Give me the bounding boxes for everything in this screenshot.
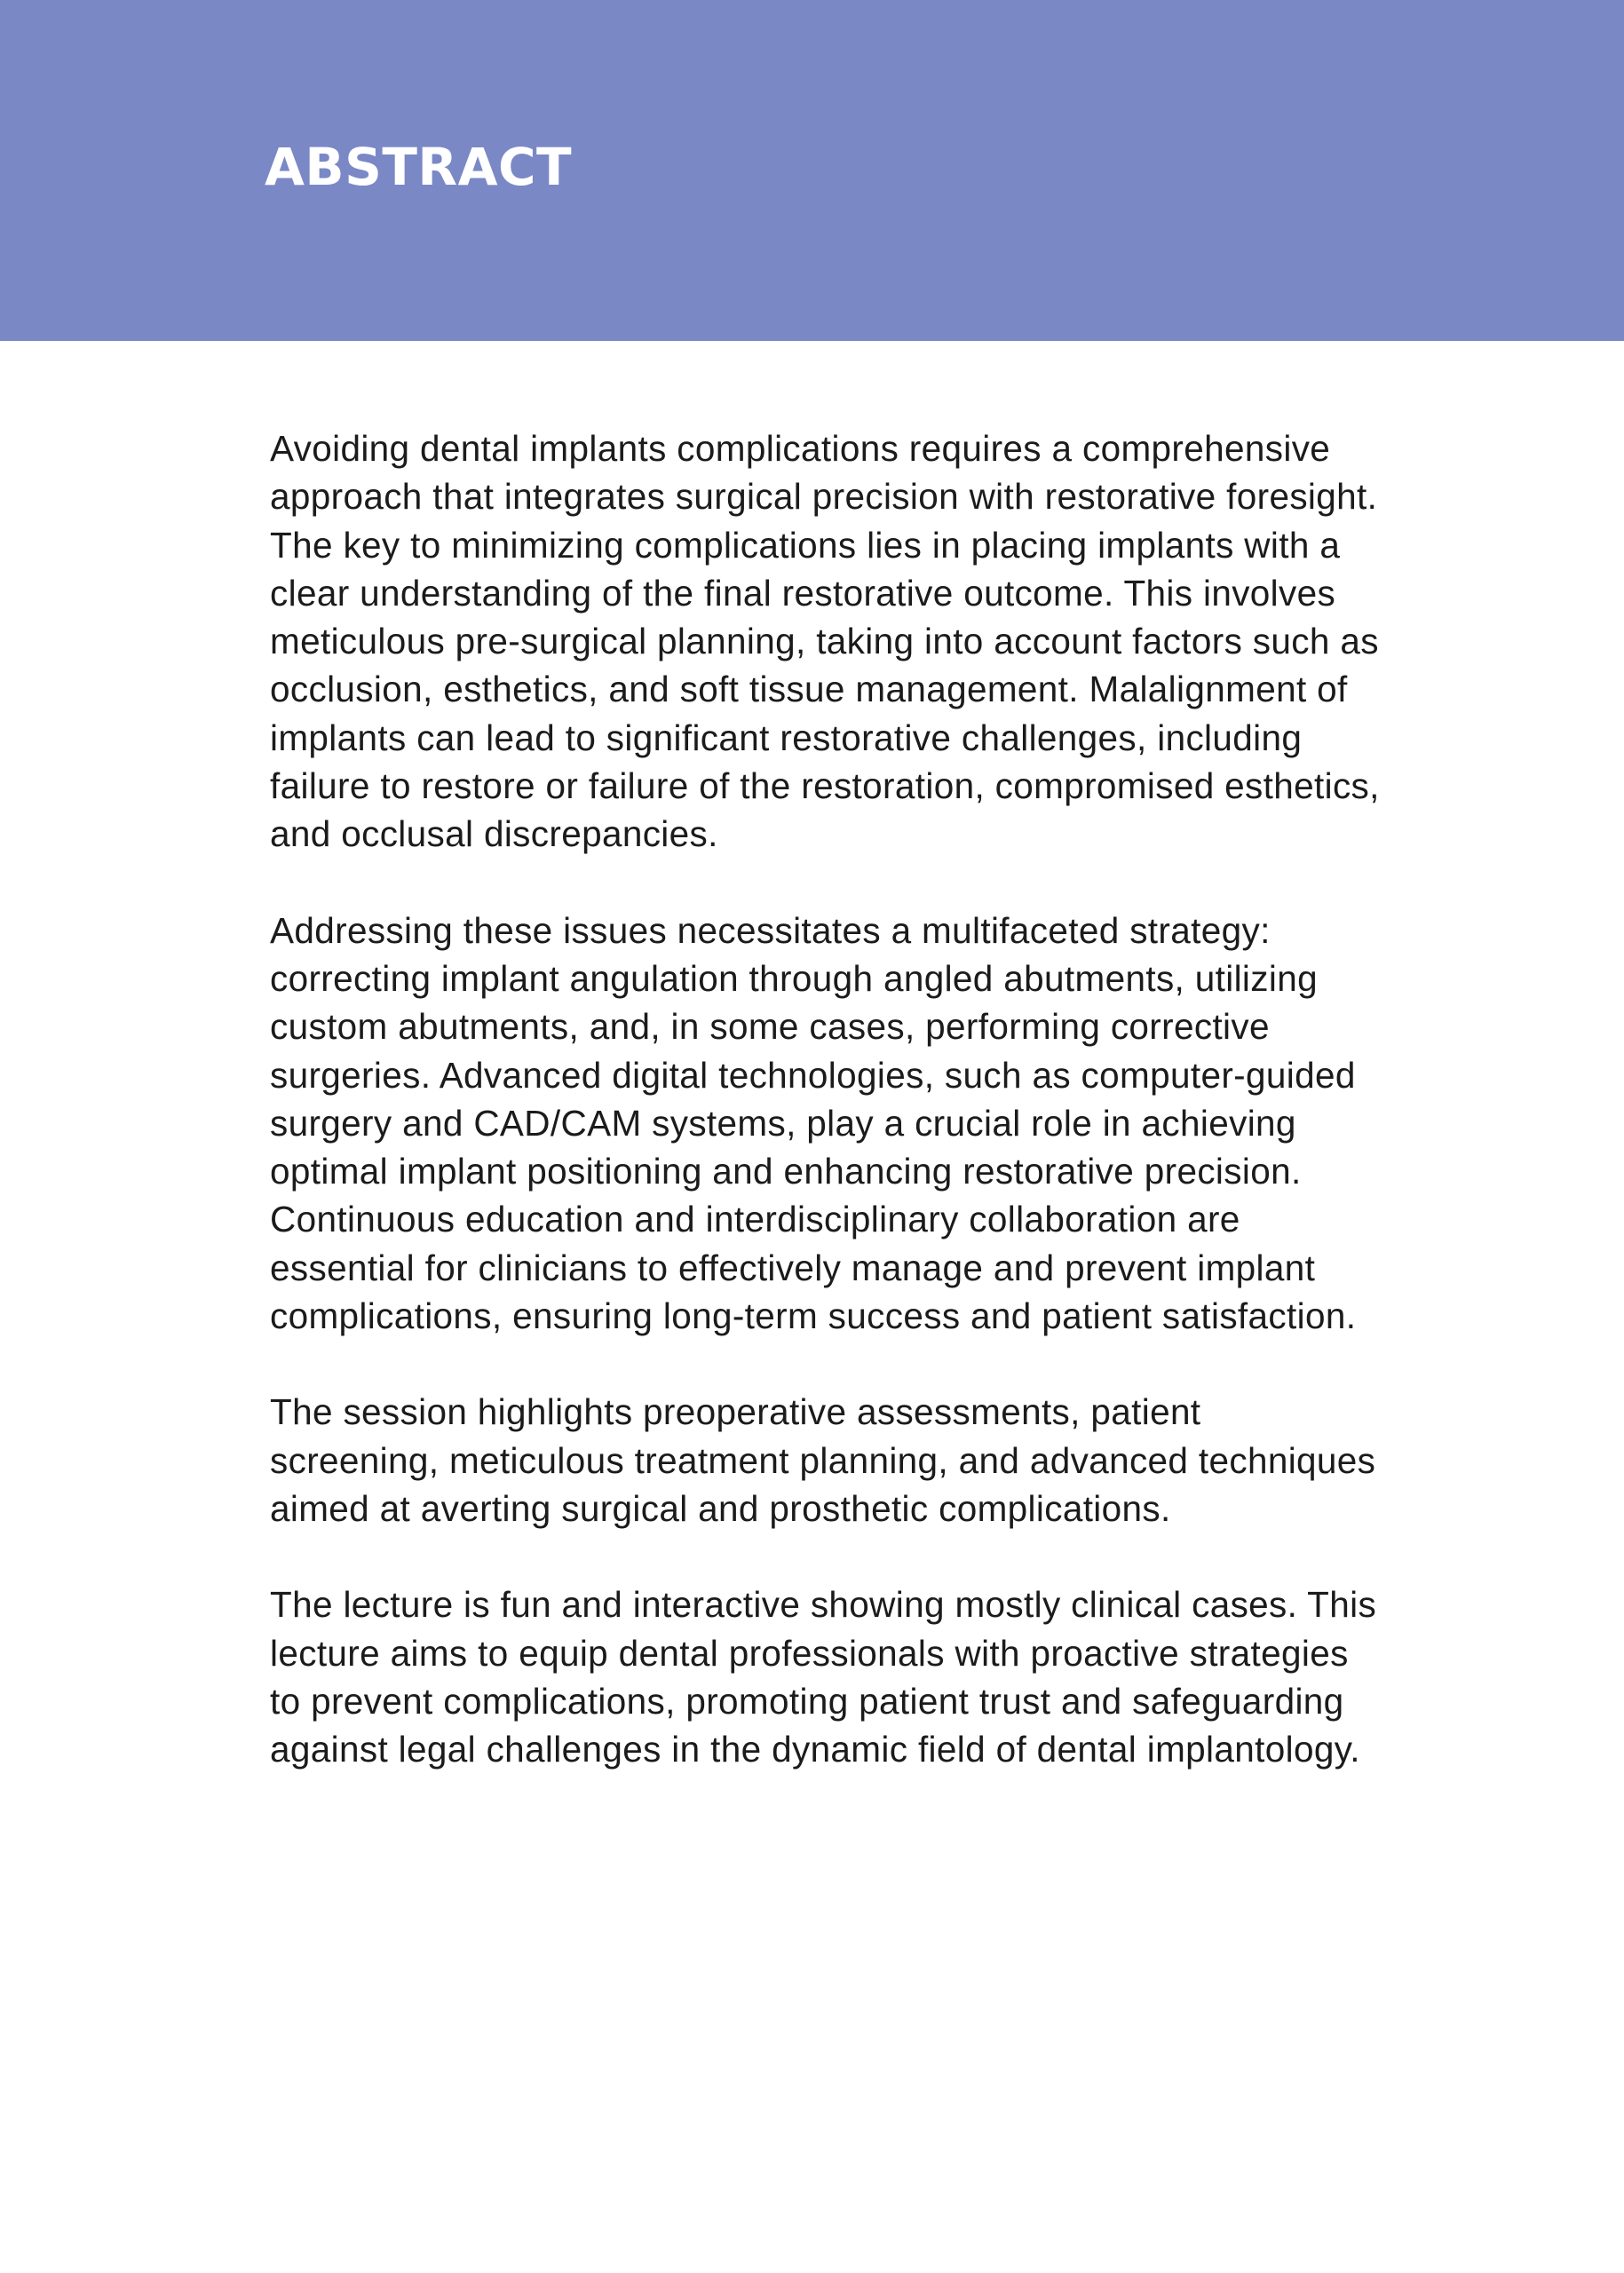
abstract-paragraph: Avoiding dental implants complications requires a comprehensive approach that integrates surgical precision with restorative foresight. The key to minimizing complications lies in placing implants with a clear understanding of the final restorative outcome. This involves meticulous pre-surgical planning, taking into account factors such as occlusion, esthetics, and soft tissue management. Malalignment of implants can lead to significant restorative challenges, including failure to restore or failure of the restoration, compromised esthetics, and occlusal discrepancies. bbox=[270, 428, 1380, 855]
header-band bbox=[0, 0, 1624, 341]
abstract-paragraph: Addressing these issues necessitates a multifaceted strategy: correcting implant angulation through angled abutments, utilizing custom abutments, and, in some cases, performing corrective surgeries. Advanced digital technologies, such as computer-guided surgery and CAD/CAM systems, play a crucial role in achieving optimal implant positioning and enhancing restorative precision. Continuous education and interdisciplinary collaboration are essential for clinicians to effectively manage and prevent implant complications, ensuring long-term success and patient satisfaction. bbox=[270, 909, 1357, 1337]
abstract-paragraph: The session highlights preoperative assessments, patient screening, meticulous treatment planning, and advanced techniques aimed at averting surgical and prosthetic complications. bbox=[270, 1391, 1376, 1529]
abstract-body bbox=[270, 424, 1380, 1821]
abstract-paragraph: The lecture is fun and interactive showing mostly clinical cases. This lecture aims to equip dental professionals with proactive strategies to prevent complications, promoting patient trust and safeguarding against legal challenges in the dynamic field of dental implantology. bbox=[270, 1584, 1377, 1770]
page-title: ABSTRACT bbox=[265, 137, 573, 197]
